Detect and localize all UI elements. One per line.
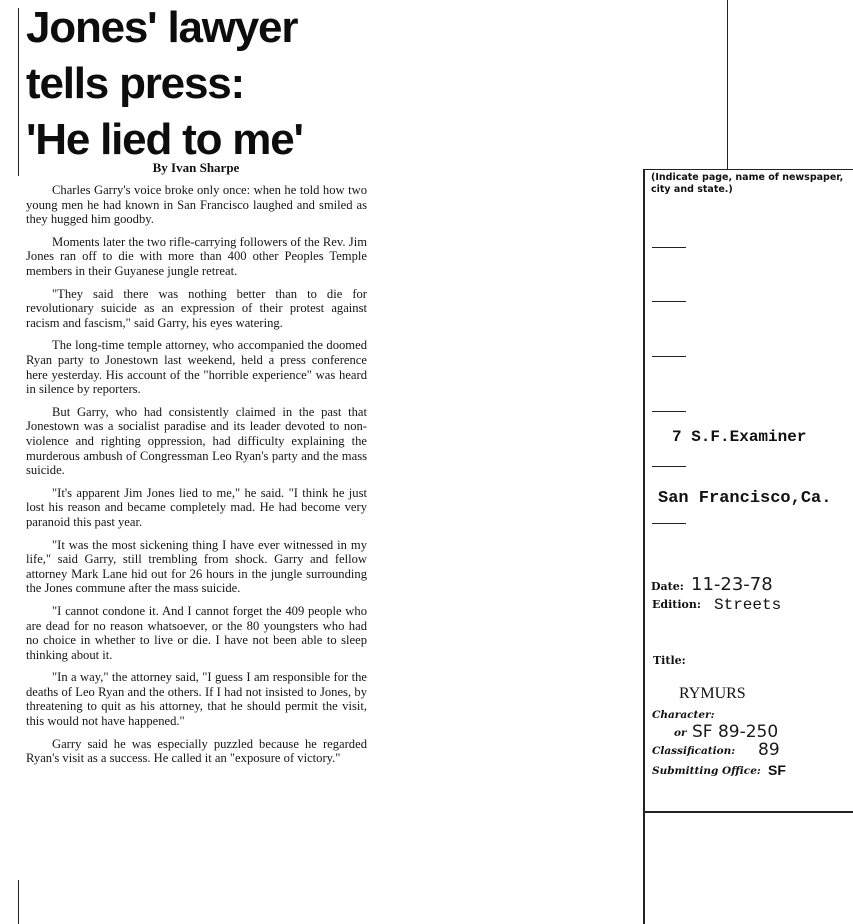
- form-blank-line: [652, 301, 686, 302]
- form-instruction: (Indicate page, name of newspaper, city and state.): [651, 172, 844, 195]
- form-blank-line: [652, 411, 686, 412]
- date-value: 11-23-78: [691, 574, 773, 595]
- article-paragraph: The long-time temple attorney, who accompanied the doomed Ryan party to Jonestown last weekend, held a press conference here yesterday. His account of the "horrible experience" was heard in silence by reporters.: [26, 338, 367, 397]
- article-paragraph: "It was the most sickening thing I have ever witnessed in my life," said Garry, still trembling from shock. Garry and fellow attorney Mark Lane hid out for 26 hours in the jungle surrounding the Jones commune after the mass suicide.: [26, 537, 367, 596]
- article-paragraph: Garry said he was especially puzzled because he regarded Ryan's visit as a success. He called it an "exposure of victory.": [26, 736, 367, 766]
- form-divider-line: [727, 0, 728, 170]
- article-paragraph: "In a way," the attorney said, "I guess I am responsible for the deaths of Leo Ryan and the others. If I had not insisted to Jones, by threatening to quit as his attorney, that he should permit the visit, this would not have happened.": [26, 670, 367, 728]
- character-value: SF 89-250: [692, 722, 779, 742]
- clipping-cut-edge-lower: [18, 880, 19, 924]
- article-paragraph: But Garry, who had consistently claimed in the past that Jonestown was a socialist paradise and its leader devoted to non-violence and righting oppression, had difficulty explaining the murderous ambush of Congressman Leo Ryan's party and the mass suicide.: [26, 404, 367, 478]
- article-body: [26, 183, 367, 766]
- headline-line: 'He lied to me': [26, 115, 303, 164]
- character-label: Character:: [652, 709, 715, 721]
- newspaper-name: 7 S.F.Examiner: [672, 428, 807, 446]
- headline-line: tells press:: [26, 59, 244, 108]
- article-paragraph: "It's apparent Jim Jones lied to me," he said. "I think he just lost his reason and became completely mad. He had become very paranoid this past year.: [26, 485, 367, 529]
- article-paragraph: Moments later the two rifle-carrying followers of the Rev. Jim Jones ran off to die with more than 400 other Peoples Temple members in their Guyanese jungle retreat.: [26, 234, 367, 278]
- edition-label: Edition:: [652, 598, 701, 611]
- form-blank-line: [652, 247, 686, 248]
- article-paragraph: "They said there was nothing better than to die for revolutionary suicide as an expression of their protest against racism and fascism," said Garry, his eyes watering.: [26, 286, 367, 330]
- city-state: San Francisco,Ca.: [658, 489, 832, 508]
- article-headline: [26, 0, 366, 168]
- classification-label: Classification:: [652, 745, 736, 757]
- article-byline: By Ivan Sharpe: [152, 160, 240, 175]
- character-prefix: or: [674, 727, 687, 739]
- title-value: RYMURS: [679, 685, 746, 702]
- office-label: Submitting Office:: [652, 765, 761, 777]
- article-paragraph: Charles Garry's voice broke only once: when he told how two young men he had known in San Francisco laughed and smiled as they hugged him goodby.: [26, 183, 367, 227]
- clipping-cut-edge: [18, 8, 19, 176]
- date-label: Date:: [651, 580, 684, 593]
- office-value: SF: [768, 762, 786, 778]
- edition-value: Streets: [714, 596, 782, 614]
- form-blank-line: [652, 523, 686, 524]
- form-blank-line: [652, 466, 686, 467]
- headline-line: Jones' lawyer: [26, 3, 298, 52]
- form-blank-line: [652, 356, 686, 357]
- classification-value: 89: [758, 740, 780, 760]
- article-paragraph: "I cannot condone it. And I cannot forget the 409 people who are dead for no reason whatsoever, or the 80 youngsters who had no choice in whether to live or die. I have not been able to sleep thinking about it.: [26, 603, 367, 662]
- form-bottom-rule: [643, 811, 853, 813]
- title-label: Title:: [653, 654, 686, 667]
